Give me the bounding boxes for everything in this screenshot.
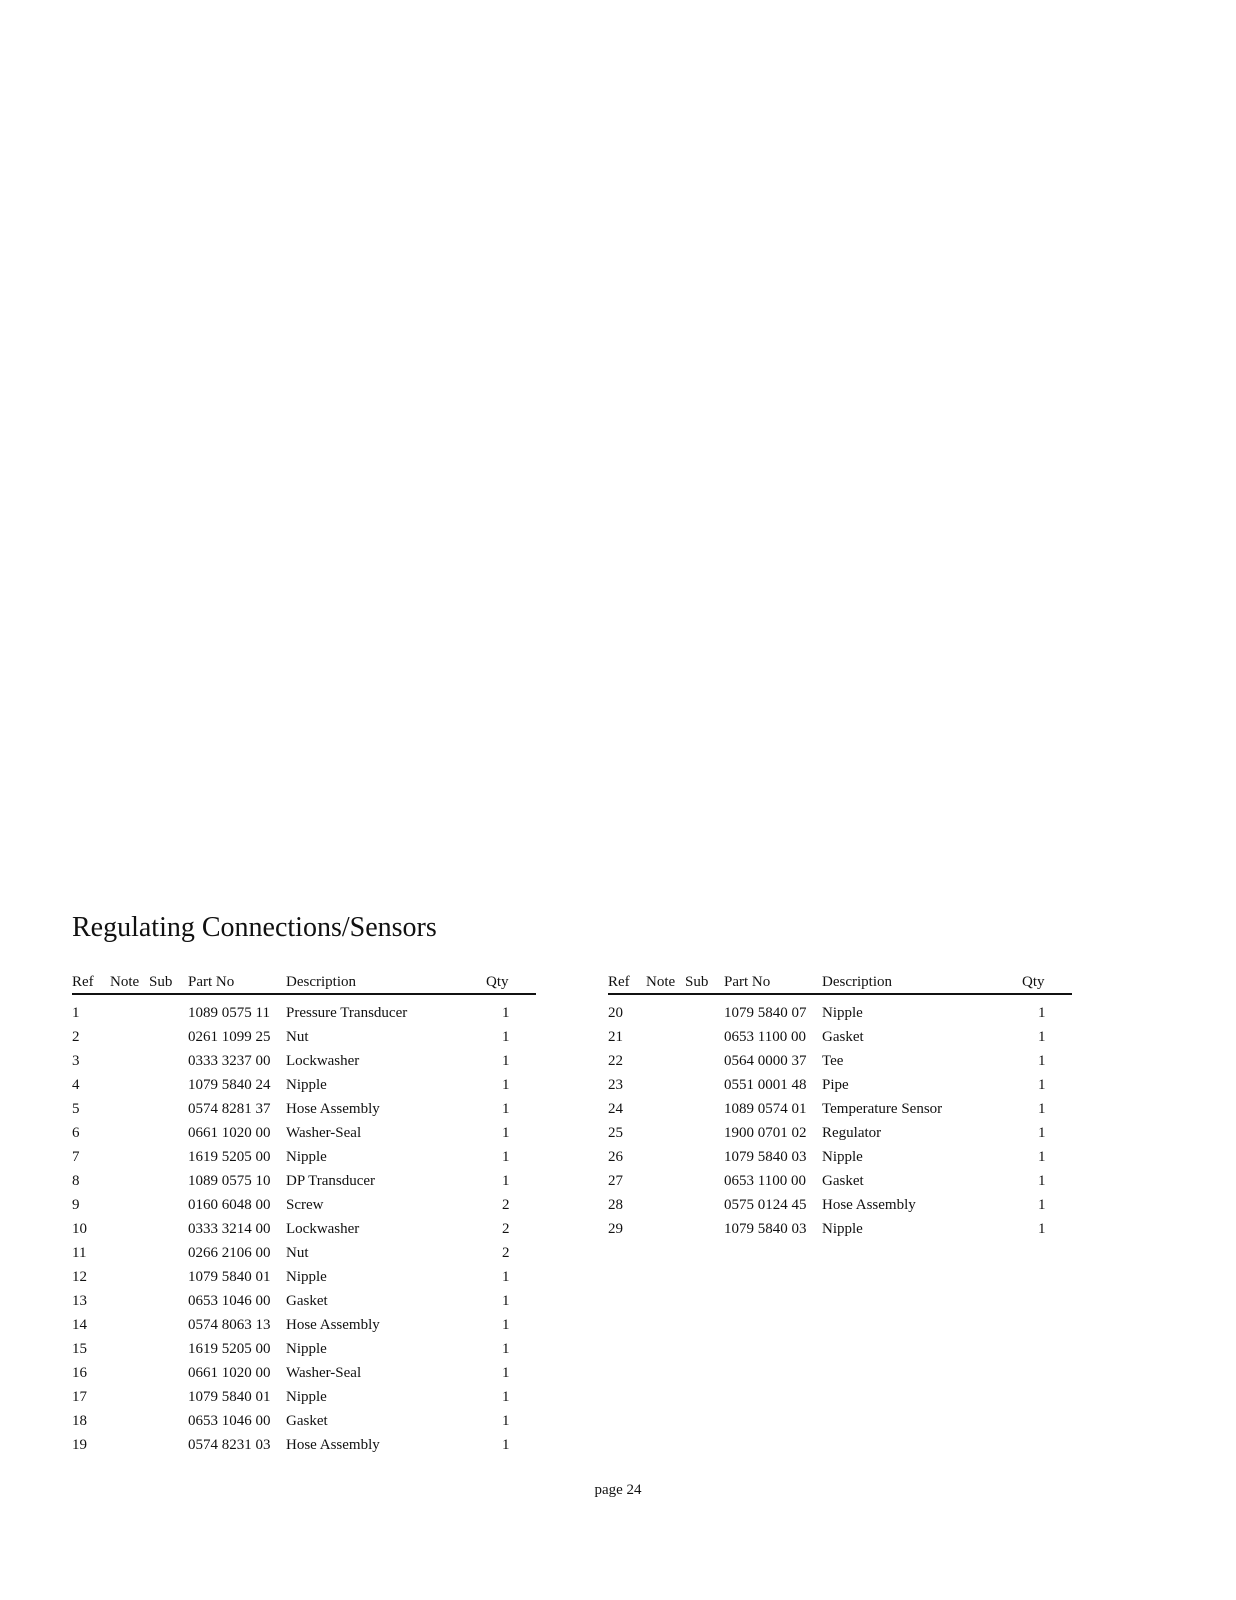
cell-qty: 1 (502, 1436, 510, 1453)
header-note: Note (110, 971, 149, 994)
cell-sub (149, 1409, 188, 1433)
cell-part-no: 1089 0575 10 (188, 1172, 271, 1189)
cell-qty: 1 (502, 1292, 510, 1309)
table-row (608, 1193, 1072, 1217)
cell-qty: 1 (502, 1028, 510, 1045)
cell-description: Screw (286, 1196, 324, 1213)
cell-description: Nipple (286, 1388, 327, 1405)
cell-description: Washer-Seal (286, 1364, 362, 1381)
cell-qty: 2 (502, 1220, 510, 1237)
table-row (72, 1049, 536, 1073)
cell-note (646, 1193, 685, 1217)
cell-sub (149, 1217, 188, 1241)
cell-qty: 1 (1038, 1172, 1046, 1189)
cell-qty: 1 (1038, 1028, 1046, 1045)
cell-qty: 1 (1038, 1220, 1046, 1237)
cell-qty: 1 (502, 1004, 510, 1021)
header-qty: Qty (1022, 971, 1072, 994)
cell-part-no: 0574 8063 13 (188, 1316, 271, 1333)
header-description: Description (286, 971, 486, 994)
cell-description: Gasket (822, 1172, 864, 1189)
cell-note (646, 1217, 685, 1241)
header-ref: Ref (72, 971, 110, 994)
cell-ref: 12 (72, 1268, 87, 1285)
cell-description: Hose Assembly (822, 1196, 916, 1213)
cell-sub (149, 994, 188, 1025)
cell-note (110, 1313, 149, 1337)
cell-qty: 1 (1038, 1004, 1046, 1021)
cell-note (110, 1361, 149, 1385)
cell-ref: 14 (72, 1316, 87, 1333)
cell-ref: 18 (72, 1412, 87, 1429)
cell-ref: 2 (72, 1028, 80, 1045)
table-row (608, 1217, 1072, 1241)
cell-part-no: 0574 8231 03 (188, 1436, 271, 1453)
cell-description: Nipple (286, 1148, 327, 1165)
table-row (72, 1289, 536, 1313)
cell-description: Washer-Seal (286, 1124, 362, 1141)
table-row (608, 1073, 1072, 1097)
cell-qty: 1 (502, 1340, 510, 1357)
cell-part-no: 0574 8281 37 (188, 1100, 271, 1117)
table-row (608, 1121, 1072, 1145)
cell-ref: 22 (608, 1052, 623, 1069)
table-row (608, 1025, 1072, 1049)
cell-sub (149, 1337, 188, 1361)
cell-note (110, 1049, 149, 1073)
cell-note (646, 994, 685, 1025)
cell-sub (685, 1193, 724, 1217)
cell-qty: 1 (1038, 1052, 1046, 1069)
cell-ref: 21 (608, 1028, 623, 1045)
cell-description: Nipple (822, 1004, 863, 1021)
cell-part-no: 1619 5205 00 (188, 1148, 271, 1165)
header-ref: Ref (608, 971, 646, 994)
cell-sub (149, 1265, 188, 1289)
cell-qty: 1 (1038, 1076, 1046, 1093)
cell-note (110, 1025, 149, 1049)
table-row (72, 1337, 536, 1361)
cell-note (110, 1409, 149, 1433)
cell-ref: 3 (72, 1052, 80, 1069)
cell-part-no: 0653 1100 00 (724, 1028, 806, 1045)
table-header-row (608, 971, 1072, 994)
cell-part-no: 0160 6048 00 (188, 1196, 271, 1213)
cell-description: Hose Assembly (286, 1316, 380, 1333)
cell-ref: 29 (608, 1220, 623, 1237)
cell-description: Nipple (822, 1220, 863, 1237)
cell-note (110, 1385, 149, 1409)
cell-ref: 11 (72, 1244, 87, 1261)
cell-part-no: 0653 1100 00 (724, 1172, 806, 1189)
table-row (608, 1169, 1072, 1193)
cell-description: Pressure Transducer (286, 1004, 408, 1021)
table-row (72, 1241, 536, 1265)
cell-note (110, 1121, 149, 1145)
cell-note (110, 1145, 149, 1169)
table-row (72, 1145, 536, 1169)
cell-note (110, 994, 149, 1025)
cell-qty: 1 (1038, 1196, 1046, 1213)
cell-ref: 8 (72, 1172, 80, 1189)
cell-sub (685, 1169, 724, 1193)
cell-sub (685, 1025, 724, 1049)
cell-sub (685, 1121, 724, 1145)
cell-qty: 1 (502, 1100, 510, 1117)
table-row (72, 1025, 536, 1049)
cell-qty: 1 (502, 1076, 510, 1093)
cell-sub (685, 1073, 724, 1097)
cell-sub (149, 1193, 188, 1217)
table-row (72, 1169, 536, 1193)
cell-qty: 1 (1038, 1100, 1046, 1117)
cell-ref: 24 (608, 1100, 623, 1117)
cell-qty: 1 (502, 1052, 510, 1069)
cell-qty: 1 (502, 1316, 510, 1333)
table-row (72, 1433, 536, 1457)
header-description: Description (822, 971, 1022, 994)
cell-sub (685, 1097, 724, 1121)
cell-description: Nipple (286, 1268, 327, 1285)
table-row (608, 994, 1072, 1025)
cell-ref: 15 (72, 1340, 87, 1357)
cell-description: Nipple (286, 1076, 327, 1093)
cell-qty: 1 (502, 1268, 510, 1285)
table-row (72, 1409, 536, 1433)
cell-ref: 7 (72, 1148, 80, 1165)
cell-sub (149, 1025, 188, 1049)
cell-sub (149, 1121, 188, 1145)
cell-qty: 2 (502, 1196, 510, 1213)
cell-description: Lockwasher (286, 1220, 360, 1237)
cell-sub (149, 1385, 188, 1409)
cell-part-no: 0266 2106 00 (188, 1244, 271, 1261)
cell-part-no: 0564 0000 37 (724, 1052, 807, 1069)
cell-description: Temperature Sensor (822, 1100, 943, 1117)
cell-note (110, 1193, 149, 1217)
table-row (608, 1145, 1072, 1169)
cell-note (110, 1241, 149, 1265)
cell-ref: 4 (72, 1076, 80, 1093)
table-row (72, 1313, 536, 1337)
cell-sub (685, 1049, 724, 1073)
cell-sub (149, 1313, 188, 1337)
cell-note (110, 1265, 149, 1289)
cell-part-no: 1079 5840 03 (724, 1220, 807, 1237)
cell-description: Hose Assembly (286, 1436, 380, 1453)
cell-ref: 28 (608, 1196, 623, 1213)
cell-note (646, 1025, 685, 1049)
cell-part-no: 0575 0124 45 (724, 1196, 807, 1213)
cell-sub (149, 1097, 188, 1121)
cell-note (646, 1169, 685, 1193)
cell-sub (149, 1169, 188, 1193)
cell-qty: 1 (1038, 1124, 1046, 1141)
cell-ref: 23 (608, 1076, 623, 1093)
cell-qty: 1 (502, 1148, 510, 1165)
cell-note (646, 1121, 685, 1145)
cell-ref: 20 (608, 1004, 623, 1021)
cell-description: Pipe (822, 1076, 849, 1093)
cell-qty: 2 (502, 1244, 510, 1261)
table-row (72, 1385, 536, 1409)
cell-description: Nut (286, 1244, 309, 1261)
cell-sub (149, 1361, 188, 1385)
cell-qty: 1 (1038, 1148, 1046, 1165)
cell-part-no: 1079 5840 03 (724, 1148, 807, 1165)
cell-note (110, 1289, 149, 1313)
cell-ref: 1 (72, 1004, 80, 1021)
header-part-no: Part No (724, 971, 822, 994)
table-row (72, 1121, 536, 1145)
cell-sub (685, 994, 724, 1025)
header-sub: Sub (149, 971, 188, 994)
cell-qty: 1 (502, 1364, 510, 1381)
cell-note (110, 1169, 149, 1193)
table-row (72, 1265, 536, 1289)
header-sub: Sub (685, 971, 724, 994)
cell-ref: 19 (72, 1436, 87, 1453)
cell-sub (685, 1217, 724, 1241)
header-qty: Qty (486, 971, 536, 994)
cell-qty: 1 (502, 1172, 510, 1189)
header-note: Note (646, 971, 685, 994)
cell-description: Tee (822, 1052, 844, 1069)
cell-ref: 10 (72, 1220, 87, 1237)
cell-ref: 16 (72, 1364, 87, 1381)
cell-ref: 27 (608, 1172, 623, 1189)
cell-ref: 26 (608, 1148, 623, 1165)
cell-note (646, 1049, 685, 1073)
cell-part-no: 1900 0701 02 (724, 1124, 807, 1141)
cell-part-no: 1619 5205 00 (188, 1340, 271, 1357)
cell-qty: 1 (502, 1388, 510, 1405)
table-row (608, 1097, 1072, 1121)
cell-note (646, 1073, 685, 1097)
cell-description: Hose Assembly (286, 1100, 380, 1117)
cell-part-no: 0653 1046 00 (188, 1292, 271, 1309)
cell-ref: 5 (72, 1100, 80, 1117)
cell-part-no: 0333 3214 00 (188, 1220, 271, 1237)
table-row (72, 1073, 536, 1097)
cell-part-no: 1089 0575 11 (188, 1004, 270, 1021)
cell-description: Lockwasher (286, 1052, 360, 1069)
cell-part-no: 0661 1020 00 (188, 1364, 271, 1381)
table-row (72, 1361, 536, 1385)
cell-part-no: 1089 0574 01 (724, 1100, 807, 1117)
cell-qty: 1 (502, 1412, 510, 1429)
table-header-row (72, 971, 536, 994)
cell-sub (149, 1049, 188, 1073)
cell-description: Nut (286, 1028, 309, 1045)
cell-description: Gasket (286, 1412, 328, 1429)
table-row (72, 1217, 536, 1241)
cell-part-no: 1079 5840 24 (188, 1076, 271, 1093)
cell-qty: 1 (502, 1124, 510, 1141)
cell-description: Gasket (286, 1292, 328, 1309)
cell-description: DP Transducer (286, 1172, 376, 1189)
parts-table-right (608, 971, 1072, 1241)
parts-table-left (72, 971, 536, 1457)
table-row (72, 994, 536, 1025)
cell-note (110, 1433, 149, 1457)
cell-sub (149, 1289, 188, 1313)
table-row (72, 1097, 536, 1121)
cell-note (110, 1217, 149, 1241)
cell-part-no: 0261 1099 25 (188, 1028, 271, 1045)
cell-ref: 6 (72, 1124, 80, 1141)
page-number: page 24 (594, 1482, 642, 1498)
cell-sub (149, 1241, 188, 1265)
cell-ref: 13 (72, 1292, 87, 1309)
cell-description: Gasket (822, 1028, 864, 1045)
cell-sub (149, 1433, 188, 1457)
cell-note (646, 1097, 685, 1121)
cell-note (110, 1073, 149, 1097)
table-row (608, 1049, 1072, 1073)
cell-part-no: 1079 5840 01 (188, 1268, 271, 1285)
cell-description: Nipple (822, 1148, 863, 1165)
page-title: Regulating Connections/Sensors (72, 912, 437, 943)
cell-description: Regulator (822, 1124, 882, 1141)
header-part-no: Part No (188, 971, 286, 994)
cell-part-no: 1079 5840 01 (188, 1388, 271, 1405)
cell-note (646, 1145, 685, 1169)
cell-part-no: 0661 1020 00 (188, 1124, 271, 1141)
cell-sub (149, 1145, 188, 1169)
cell-part-no: 0653 1046 00 (188, 1412, 271, 1429)
cell-description: Nipple (286, 1340, 327, 1357)
cell-note (110, 1097, 149, 1121)
table-row (72, 1193, 536, 1217)
cell-ref: 25 (608, 1124, 623, 1141)
cell-part-no: 1079 5840 07 (724, 1004, 807, 1021)
cell-part-no: 0551 0001 48 (724, 1076, 807, 1093)
cell-ref: 17 (72, 1388, 87, 1405)
cell-sub (149, 1073, 188, 1097)
cell-note (110, 1337, 149, 1361)
cell-ref: 9 (72, 1196, 80, 1213)
cell-sub (685, 1145, 724, 1169)
cell-part-no: 0333 3237 00 (188, 1052, 271, 1069)
